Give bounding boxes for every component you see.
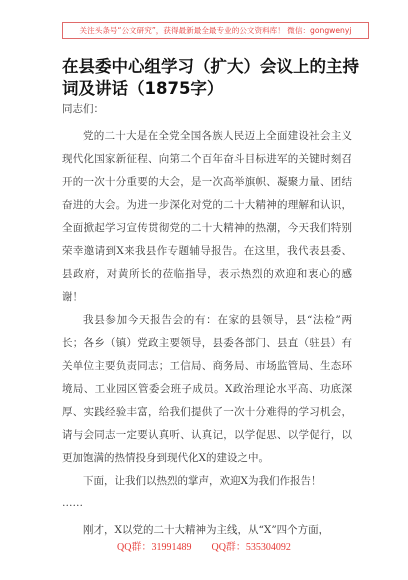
paragraph-opening: 党的二十大是在全党全国各族人民迈上全面建设社会主义现代化国家新征程、向第二个百年奋斗目标进军的关键时刻召开的一次十分重要的大会，是一次高举旗帜、凝聚力量、团结奋进的大会。为进一步深化对党的二十大精神的理解和认识，全面掀起学习宣传贯彻党的二十大精神的热潮，今天我们特别荣幸邀请到X来我县作专题辅导报告。在这里，我代表县委、县政府，对黄所长的莅临指导，表示热烈的欢迎和衷心的感谢！ <box>62 130 352 303</box>
paragraph-welcome: 下面，让我们以热烈的掌声，欢迎X为我们作报告！ <box>83 475 322 487</box>
salutation: 同志们： <box>62 103 104 115</box>
paragraph-closing: 刚才，X以党的二十大精神为主线，从“X”四个方面， <box>83 524 330 536</box>
paragraph-attendees: 我县参加今天报告会的有：在家的县领导，县“法检”两长；各乡（镇）党政主要领导，县委各部门、县直（驻县）有关单位主要负责同志；工信局、商务局、市场监管局、生态环境局、工业园区管委会班子成员。X政治理论水平高、功底深厚、实践经验丰富，给我们提供了一次十分难得的学习机会，请与会同志一定要认真听、认真记，以学促思、以学促行，以更加饱满的热情投身到现代化X的建设之中。 <box>62 314 352 464</box>
ellipsis: …… <box>62 497 83 509</box>
promo-banner: 关注头条号“公文研究”，获得最新最全最专业的公文资料库！ 微信：gongwenyj <box>62 22 369 39</box>
document-body <box>62 99 352 542</box>
document-title: 在县委中心组学习（扩大）会议上的主持词及讲话（1875字） <box>62 57 359 98</box>
footer-contact: QQ群：31991489 QQ群：535304092 <box>117 542 291 553</box>
